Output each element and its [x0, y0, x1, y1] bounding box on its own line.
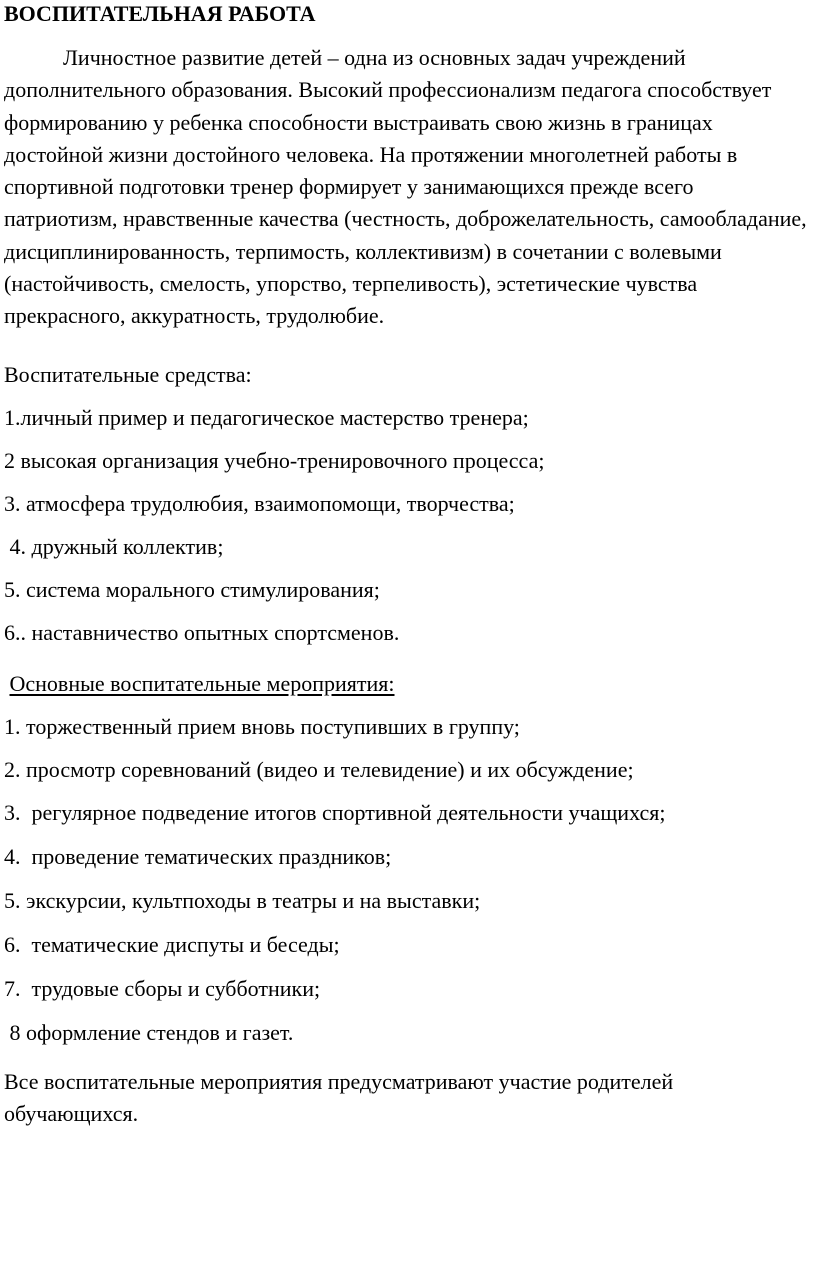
- means-item: 1.личный пример и педагогическое мастерство тренера;: [4, 405, 529, 430]
- intro-paragraph: Личностное развитие детей – одна из основных задач учреждений дополнительного образования. Высокий профессионализм педагога способствует формированию у ребенка способности выстраивать свою жизнь в границах достойной жизни достойного человека. На протяжении многолетней работы в спортивной подготовки тренер формирует у занимающихся прежде всего патриотизм, нравственные качества (честность, доброжелательность, самообладание, дисциплинированность, терпимость, коллективизм) в сочетании с волевыми (настойчивость, смелость, упорство, терпеливость), эстетические чувства прекрасного, аккуратность, трудолюбие.: [4, 45, 807, 329]
- events-item: 7. трудовые сборы и субботники;: [4, 976, 321, 1001]
- events-item: 6. тематические диспуты и беседы;: [4, 932, 340, 957]
- means-item: 6.. наставничество опытных спортсменов.: [4, 620, 400, 645]
- means-heading: Воспитательные средства:: [4, 362, 252, 387]
- events-heading-row: [4, 670, 395, 698]
- events-item: 5. экскурсии, культпоходы в театры и на выставки;: [4, 888, 481, 913]
- means-item: 5. система морального стимулирования;: [4, 577, 380, 602]
- events-item: 3. регулярное подведение итогов спортивной деятельности учащихся;: [4, 800, 666, 825]
- events-item: 2. просмотр соревнований (видео и телевидение) и их обсуждение;: [4, 757, 634, 782]
- means-item: 3. атмосфера трудолюбия, взаимопомощи, творчества;: [4, 491, 515, 516]
- events-item: 1. торжественный прием вновь поступивших в группу;: [4, 714, 520, 739]
- closing-paragraph: Все воспитательные мероприятия предусматривают участие родителей обучающихся.: [4, 1069, 674, 1126]
- events-heading: Основные воспитательные мероприятия:: [9, 671, 395, 696]
- page-title: ВОСПИТАТЕЛЬНАЯ РАБОТА: [4, 1, 316, 26]
- events-item: 4. проведение тематических праздников;: [4, 844, 392, 869]
- means-item: 4. дружный коллектив;: [4, 534, 224, 559]
- means-item: 2 высокая организация учебно-тренировочного процесса;: [4, 448, 545, 473]
- events-item: 8 оформление стендов и газет.: [4, 1020, 294, 1045]
